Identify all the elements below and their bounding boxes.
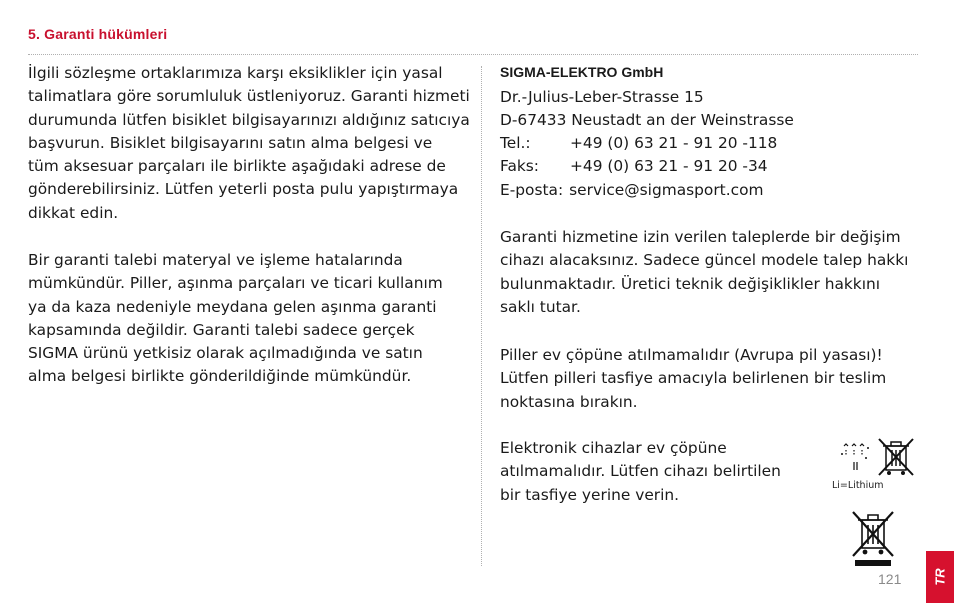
electronics-disposal-paragraph: Elektronik cihazlar ev çöpüne atılmamalıdır. Lütfen cihazı belirtilen bir tasfiye yerine verin. [500,439,781,504]
fax-value: +49 (0) 63 21 - 91 20 -34 [570,157,768,175]
phone-value: +49 (0) 63 21 - 91 20 -118 [570,134,778,152]
header-divider [28,54,918,55]
fax-label: Faks: [500,157,539,175]
page-number: 121 [878,571,902,587]
warranty-paragraph-1: İlgili sözleşme ortaklarımıza karşı eksiklikler için yasal talimatlara göre sorumluluk üstleniyoruz. Garanti hizmeti durumunda lütfen bisiklet bilgisayarınızı aldığınız satıcıya başvurun. Bisiklet bilgisayarını satın alma belgesi ve tüm aksesuar parçaları ile birlikte aşağıdaki adrese de gönderebilirsiniz. Lütfen yeterli posta pulu yapıştırmaya dikkat edin. [28,64,470,222]
column-divider [481,66,482,566]
email-link[interactable]: service@sigmasport.com [569,181,764,199]
fax-row [500,155,768,178]
lithium-label: Li=Lithium [832,480,884,491]
address-street: Dr.-Julius-Leber-Strasse 15 [500,88,704,106]
section-title: 5. Garanti hükümleri [28,26,168,42]
language-tab [926,551,954,603]
address-city: D-67433 Neustadt an der Weinstrasse [500,111,794,129]
phone-row [500,132,777,155]
language-tab-label: TR [932,568,948,586]
email-row [500,179,763,202]
battery-disposal-paragraph: Piller ev çöpüne atılmamalıdır (Avrupa pil yasası)! Lütfen pilleri tasfiye amacıyla belirlenen bir teslim noktasına bırakın. [500,346,887,411]
crossed-bin-icon [876,436,916,478]
weee-bin-icon [850,510,896,568]
phone-label: Tel.: [500,134,531,152]
company-name: SIGMA-ELEKTRO GmbH [500,64,664,80]
battery-icon [838,436,874,476]
replacement-paragraph: Garanti hizmetine izin verilen taleplerde bir değişim cihazı alacaksınız. Sadece güncel modele talep hakkı bulunmaktadır. Üretici teknik değişiklikler hakkını saklı tutar. [500,228,909,316]
warranty-paragraph-2: Bir garanti talebi materyal ve işleme hatalarında mümkündür. Piller, aşınma parçaları ve ticari kullanım ya da kaza nedeniyle meydana gelen aşınma garanti kapsamında değildir. Garanti talebi sadece gerçek SIGMA ürünü yetkisiz olarak açılmadığında ve satın alma belgesi birlikte gönderildiğinde mümkündür. [28,251,443,386]
email-label: E-posta: [500,181,564,199]
